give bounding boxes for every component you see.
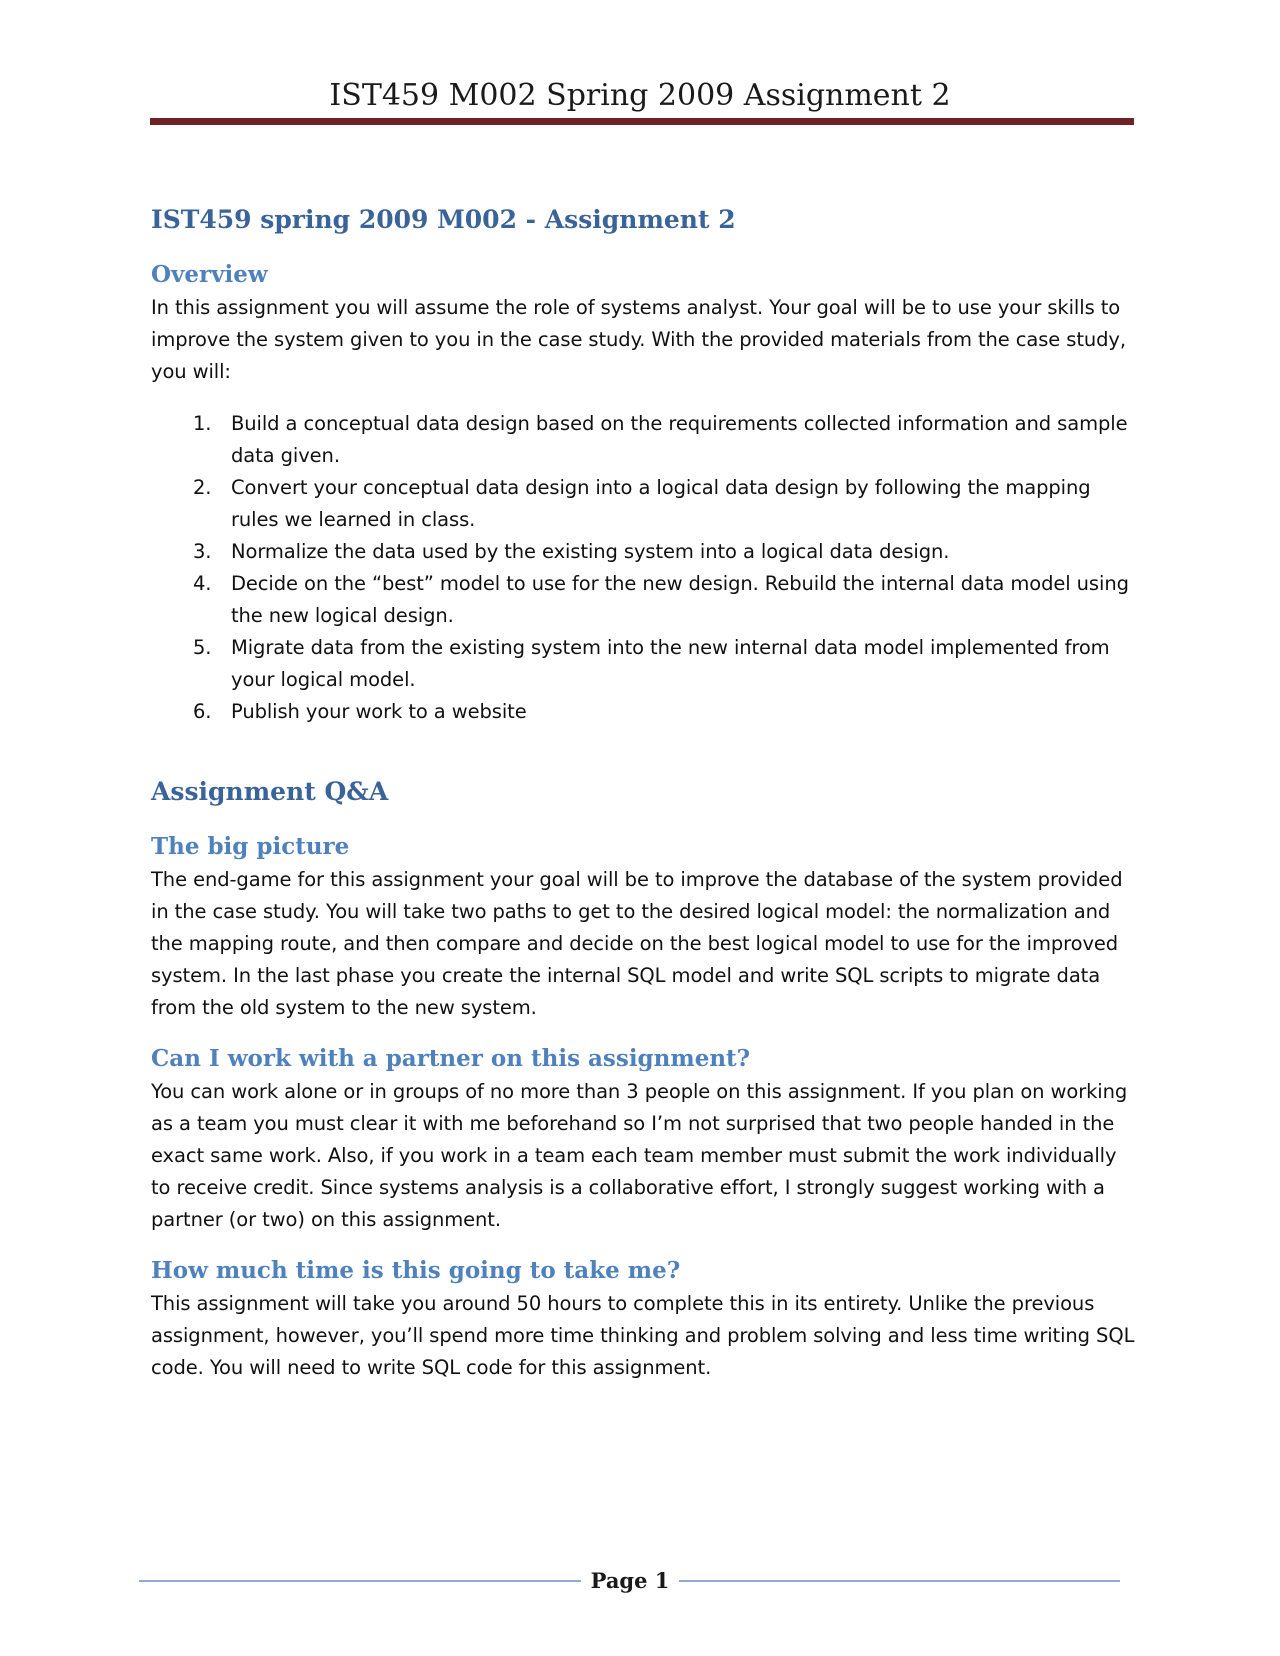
list-item [151, 472, 1135, 536]
list-item-text: Build a conceptual data design based on the requirements collected information and sample data given. [231, 412, 1128, 467]
list-item [151, 632, 1135, 696]
big-picture-text: The end-game for this assignment your goal will be to improve the database of the system provided in the case study. You will take two paths to get to the desired logical model: the normalization and the mapping route, and then compare and decide on the best logical model to use for the improved system. In the last phase you create the internal SQL model and write SQL scripts to migrate data from the old system to the new system. [151, 868, 1123, 1019]
list-item-number: 5. [193, 636, 212, 659]
list-item-text: Convert your conceptual data design into a logical data design by following the mapping rules we learned in class. [231, 476, 1091, 531]
time-heading: How much time is this going to take me? [151, 1257, 681, 1284]
list-item-number: 4. [193, 572, 212, 595]
list-item [151, 696, 1135, 728]
page-header-title: IST459 M002 Spring 2009 Assignment 2 [329, 78, 951, 113]
document-body [151, 200, 1135, 1384]
footer-rule-right [679, 1580, 1120, 1582]
task-list [151, 408, 1135, 728]
list-item [151, 536, 1135, 568]
page-number: Page 1 [590, 1568, 670, 1593]
big-picture-heading: The big picture [151, 833, 350, 860]
footer-rule-left [139, 1580, 581, 1582]
list-item [151, 568, 1135, 632]
list-item-number: 1. [193, 412, 212, 435]
partner-text: You can work alone or in groups of no more than 3 people on this assignment. If you plan on working as a team you must clear it with me beforehand so I’m not surprised that two people handed in the exact same work. Also, if you work in a team each team member must submit the work individually to receive credit. Since systems analysis is a collaborative effort, I strongly suggest working with a partner (or two) on this assignment. [151, 1080, 1128, 1231]
time-text: This assignment will take you around 50 hours to complete this in its entirety. Unlike the previous assignment, however, you’ll spend more time thinking and problem solving and less time writing SQL code. You will need to write SQL code for this assignment. [151, 1292, 1135, 1379]
partner-heading: Can I work with a partner on this assignment? [151, 1045, 751, 1072]
list-item-text: Normalize the data used by the existing system into a logical data design. [231, 540, 950, 563]
qa-heading: Assignment Q&A [151, 777, 389, 806]
list-item [151, 408, 1135, 472]
list-item-text: Publish your work to a website [231, 700, 527, 723]
list-item-number: 2. [193, 476, 212, 499]
document-title: IST459 spring 2009 M002 - Assignment 2 [151, 205, 736, 234]
list-item-number: 6. [193, 700, 212, 723]
header-rule [150, 118, 1134, 125]
list-item-text: Migrate data from the existing system into the new internal data model implemented from your logical model. [231, 636, 1110, 691]
list-item-text: Decide on the “best” model to use for the new design. Rebuild the internal data model using the new logical design. [231, 572, 1129, 627]
overview-intro: In this assignment you will assume the role of systems analyst. Your goal will be to use your skills to improve the system given to you in the case study. With the provided materials from the case study, you will: [151, 296, 1126, 383]
list-item-number: 3. [193, 540, 212, 563]
overview-heading: Overview [151, 261, 268, 288]
